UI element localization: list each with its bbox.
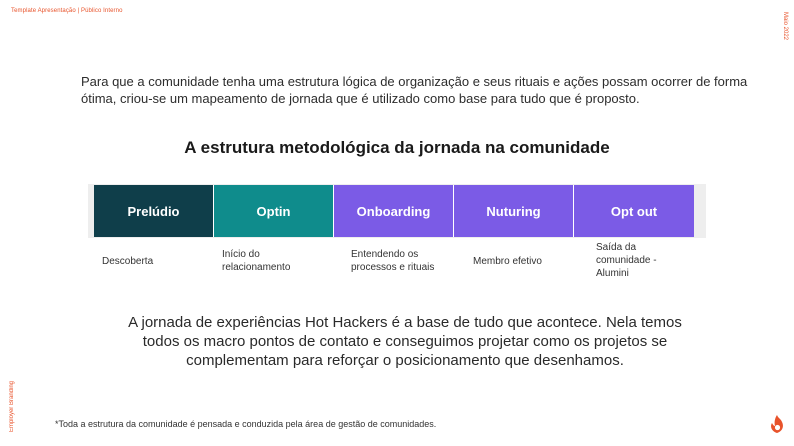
- journey-bar: [94, 185, 694, 237]
- stage-label: Optin: [256, 203, 291, 219]
- footnote: *Toda a estrutura da comunidade é pensada e conduzida pela área de gestão de comunidades.: [55, 419, 437, 429]
- stage-label: Onboarding: [356, 203, 431, 219]
- stage-description-onboarding: Entendendo os processos e rituais: [351, 249, 435, 273]
- intro-paragraph: Para que a comunidade tenha uma estrutura lógica de organização e seus rituais e ações possam ocorrer de forma ótima, criou-se um mapeamento de jornada que é utilizado como base para tudo que é proposto.: [81, 74, 748, 106]
- header-date: Maio 2022: [782, 12, 788, 41]
- summary-paragraph: A jornada de experiências Hot Hackers é a base de tudo que acontece. Nela temos todos os macro pontos de contato e conseguimos projetar como os projetos se complementam para reforçar o posicionamento que desenhamos.: [128, 314, 682, 369]
- stage-description-nuturing: Membro efetivo: [473, 256, 542, 267]
- stage-label: Prelúdio: [127, 203, 180, 219]
- page-title: A estrutura metodológica da jornada na comunidade: [184, 138, 610, 157]
- stage-nuturing: [454, 185, 574, 237]
- stage-description-optin: Início do relacionamento: [222, 249, 291, 273]
- stage-label: Nuturing: [486, 203, 541, 219]
- stage-description-preludio: Descoberta: [102, 256, 154, 267]
- stage-preludio: [94, 185, 214, 237]
- stage-optin: [214, 185, 334, 237]
- stage-optout: [574, 185, 694, 237]
- stage-label: Opt out: [610, 203, 658, 219]
- side-label: Employer Branding: [9, 380, 15, 432]
- stage-onboarding: [334, 185, 454, 237]
- stage-description-optout: Saída da comunidade - Alumini: [596, 242, 657, 279]
- header-template-label: Template Apresentação | Público Interno: [11, 8, 123, 14]
- flame-logo-icon: [768, 414, 786, 434]
